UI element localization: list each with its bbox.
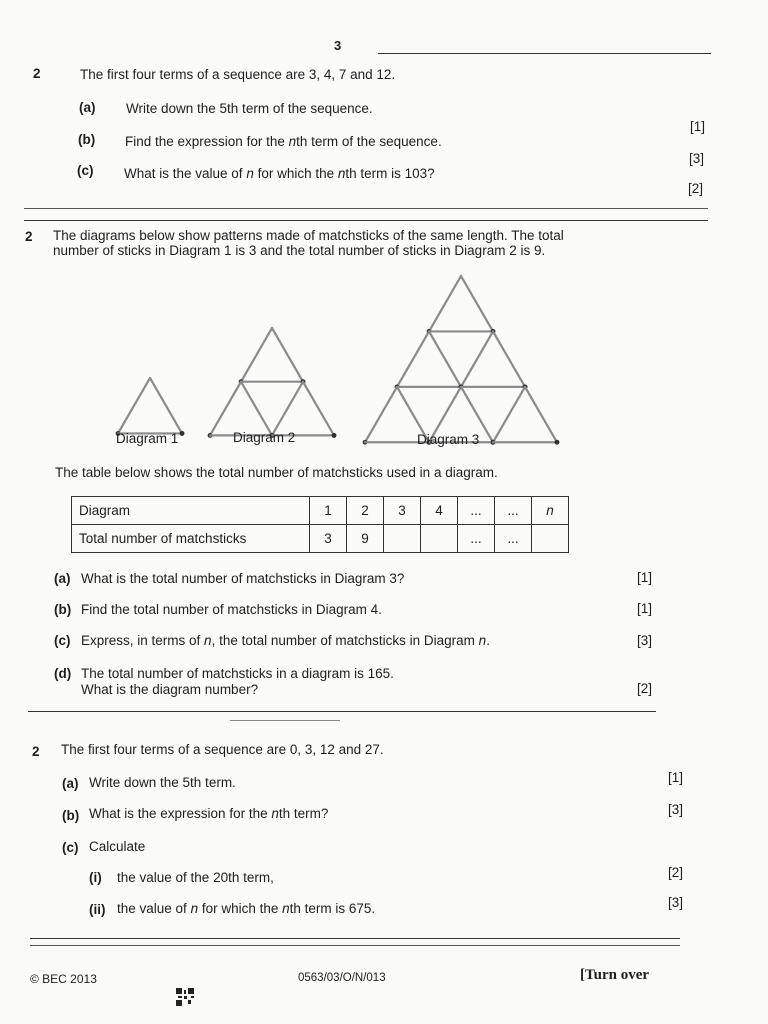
section-rule-6 [30,945,680,946]
table-cell: 4 [421,497,458,525]
q1-part-a-label: (a) [79,100,96,115]
q3-subpart-i-text: the value of the 20th term, [117,870,274,885]
q2-part-b-text: Find the total number of matchsticks in Diagram 4. [81,602,382,617]
table-cell [384,525,421,553]
q3-part-c-text: Calculate [89,839,146,854]
q2-part-d-text: The total number of matchsticks in a diagram is 165. [81,666,394,681]
matchstick [241,382,272,436]
table-row [72,497,569,525]
table-row [72,525,569,553]
matchstick [303,382,334,436]
table-row-header-diagram: Diagram [72,497,310,525]
q2-part-a-marks: [1] [636,570,652,585]
q3-subpart-i-label: (i) [89,870,102,885]
q1-part-b-label: (b) [78,132,96,147]
page-number: 3 [334,38,342,53]
matchstick [241,328,272,382]
table-cell: 3 [310,525,347,553]
matchstick-head [180,431,185,436]
matchstick-table [71,496,569,553]
matchstick [525,387,557,442]
q3-part-b-label: (b) [62,808,80,823]
matchstick [210,382,241,436]
question-2-stem-line-1: The diagrams below show patterns made of matchsticks of the same length. The total [53,228,564,243]
matchstick [493,331,525,386]
matchstick [272,328,303,382]
matchstick-head [555,440,560,445]
question-3-stem: The first four terms of a sequence are 0, 3, 12 and 27. [61,742,384,757]
q3-subpart-ii-text: the value of n for which the nth term is 675. [117,901,376,916]
q3-part-c-label: (c) [62,840,79,855]
table-cell [421,525,458,553]
turn-over: [Turn over [580,967,650,983]
footer-code: 0563/03/O/N/013 [298,972,386,984]
matchstick [150,378,182,433]
table-intro: The table below shows the total number of matchsticks used in a diagram. [55,465,498,480]
q3-part-b-marks: [3] [667,802,683,817]
matchstick-head [332,433,337,438]
matchstick [365,387,397,442]
barcode-icon [176,988,194,1006]
table-cell: ... [495,497,532,525]
diagram-1-label: Diagram 1 [116,431,179,446]
matchstick-diagrams [0,0,768,460]
q1-part-c-marks: [2] [687,181,703,196]
q1-part-a-text: Write down the 5th term of the sequence. [126,101,373,116]
question-2-number: 2 [25,229,33,244]
matchstick [272,382,303,436]
q2-part-d-label: (d) [54,666,72,681]
section-rule-3 [28,711,656,712]
table-cell: 9 [347,525,384,553]
q3-part-a-marks: [1] [667,770,683,785]
matchstick [397,331,429,386]
table-cell: 2 [347,497,384,525]
q2-part-d-marks: [2] [636,681,652,696]
q2-part-c-label: (c) [54,633,71,648]
q2-part-a-label: (a) [54,571,71,586]
matchstick [493,387,525,442]
q3-subpart-ii-marks: [3] [667,895,683,910]
q2-part-a-text: What is the total number of matchsticks in Diagram 3? [81,571,405,586]
footer-copyright: © BEC 2013 [30,972,97,986]
q3-part-b-text: What is the expression for the nth term? [89,806,329,821]
table-cell: ... [495,525,532,553]
table-row-header-total: Total number of matchsticks [72,525,310,553]
q3-subpart-i-marks: [2] [667,865,683,880]
q2-part-b-marks: [1] [636,601,652,616]
q3-part-a-label: (a) [62,776,79,791]
q1-part-a-marks: [1] [689,119,705,134]
q1-part-b-text: Find the expression for the nth term of the sequence. [125,134,442,149]
matchstick [429,276,461,331]
q1-part-b-marks: [3] [688,151,704,166]
q2-part-c-marks: [3] [636,633,652,648]
q2-part-d-text-2: What is the diagram number? [81,682,259,697]
q1-part-c-text: What is the value of n for which the nth term is 103? [124,166,435,181]
table-cell: ... [458,497,495,525]
table-cell: 3 [384,497,421,525]
diagram-3-label: Diagram 3 [417,432,480,447]
diagram-2-label: Diagram 2 [233,430,296,445]
table-cell [532,525,569,553]
q2-part-c-text: Express, in terms of n, the total number of matchsticks in Diagram n. [81,633,490,648]
q2-part-b-label: (b) [54,602,72,617]
question-1-stem: The first four terms of a sequence are 3, 4, 7 and 12. [80,67,396,82]
matchstick [118,378,150,433]
section-rule-5 [30,938,680,939]
question-2-stem-line-2: number of sticks in Diagram 1 is 3 and the total number of sticks in Diagram 2 is 9. [53,243,546,258]
matchstick [461,331,493,386]
table-cell: ... [458,525,495,553]
q3-part-a-text: Write down the 5th term. [89,775,236,790]
table-cell: 1 [310,497,347,525]
q1-part-c-label: (c) [77,163,94,178]
table-cell: n [532,497,569,525]
matchstick [429,331,461,386]
question-3-number: 2 [32,744,40,759]
question-1-number: 2 [33,66,41,81]
q3-subpart-ii-label: (ii) [89,902,106,917]
section-rule-4 [230,720,340,721]
matchstick [461,276,493,331]
